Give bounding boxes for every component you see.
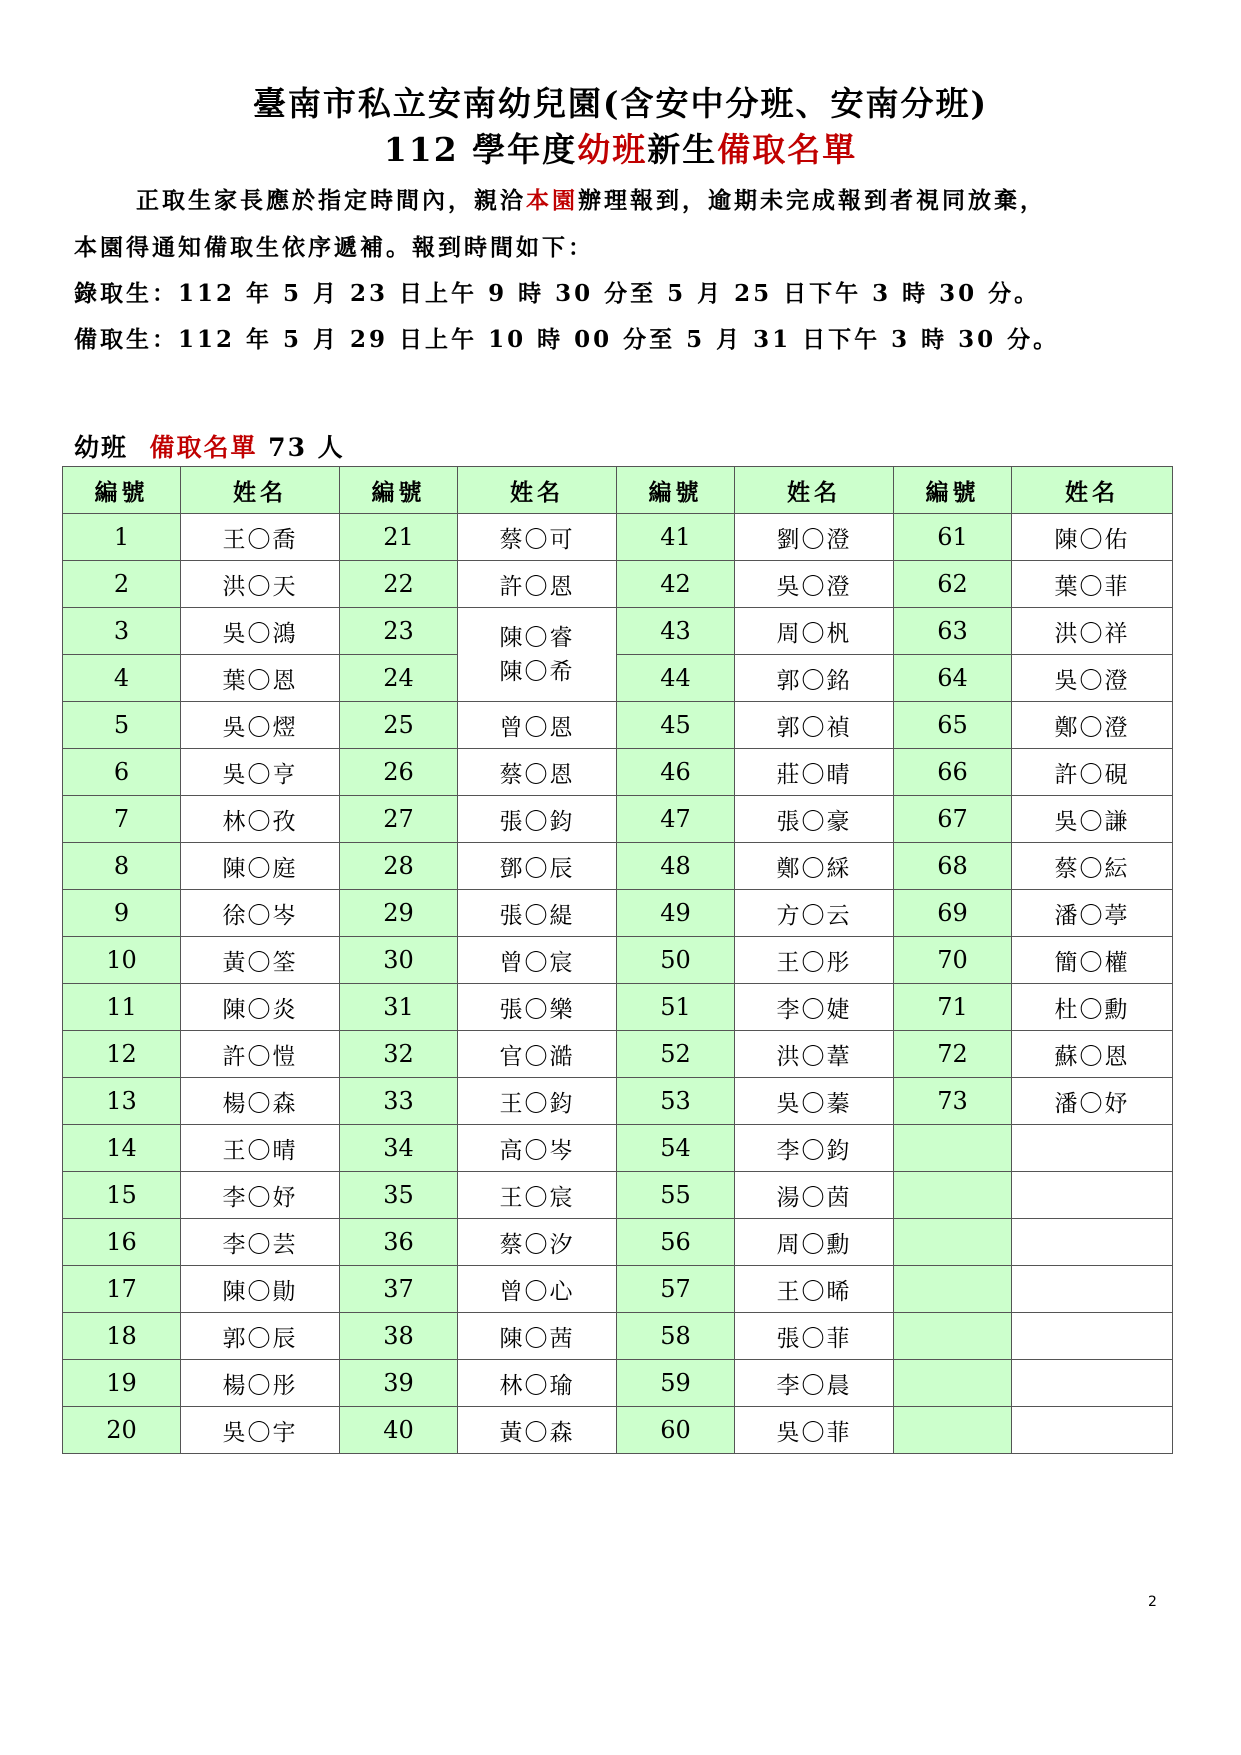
- entry-name-merged: [458, 608, 617, 702]
- entry-name: 李〇芸: [181, 1219, 340, 1266]
- table-header-row: [63, 467, 1173, 514]
- entry-name: 許〇硯: [1012, 749, 1173, 796]
- entry-name: 蔡〇恩: [458, 749, 617, 796]
- list-heading-class: 幼班: [74, 433, 129, 462]
- entry-number: 35: [340, 1172, 458, 1219]
- table-row: [63, 655, 1173, 702]
- table-row: [63, 561, 1173, 608]
- empty-number-cell: [894, 1172, 1012, 1219]
- entry-number: 32: [340, 1031, 458, 1078]
- entry-name: 王〇晞: [735, 1266, 894, 1313]
- entry-number: 36: [340, 1219, 458, 1266]
- entry-number: 53: [617, 1078, 735, 1125]
- entry-name: 吳〇亨: [181, 749, 340, 796]
- entry-number: 64: [894, 655, 1012, 702]
- entry-number: 39: [340, 1360, 458, 1407]
- empty-name-cell: [1012, 1125, 1173, 1172]
- header-name: 姓名: [181, 467, 340, 514]
- entry-name: 張〇豪: [735, 796, 894, 843]
- document-title: 臺南市私立安南幼兒園(含安中分班、安南分班): [252, 84, 989, 123]
- entry-number: 55: [617, 1172, 735, 1219]
- entry-name: 陳〇茜: [458, 1313, 617, 1360]
- entry-number: 67: [894, 796, 1012, 843]
- entry-number: 21: [340, 514, 458, 561]
- entry-name: 吳〇熤: [181, 702, 340, 749]
- entry-name: 吳〇澄: [735, 561, 894, 608]
- entry-number: 41: [617, 514, 735, 561]
- entry-name: 洪〇葦: [735, 1031, 894, 1078]
- entry-name: 吳〇澄: [1012, 655, 1173, 702]
- entry-name: 曾〇恩: [458, 702, 617, 749]
- entry-name: 洪〇天: [181, 561, 340, 608]
- header-number: 編號: [340, 467, 458, 514]
- entry-number: 46: [617, 749, 735, 796]
- entry-name: 蔡〇汐: [458, 1219, 617, 1266]
- entry-number: 58: [617, 1313, 735, 1360]
- entry-name: 王〇鈞: [458, 1078, 617, 1125]
- list-heading: [74, 428, 345, 464]
- empty-number-cell: [894, 1266, 1012, 1313]
- entry-name: 陳〇佑: [1012, 514, 1173, 561]
- entry-number: 25: [340, 702, 458, 749]
- entry-name: 鄭〇澄: [1012, 702, 1173, 749]
- entry-number: 73: [894, 1078, 1012, 1125]
- entry-name: 張〇緹: [458, 890, 617, 937]
- entry-name: 曾〇宸: [458, 937, 617, 984]
- entry-number: 70: [894, 937, 1012, 984]
- entry-number: 65: [894, 702, 1012, 749]
- entry-number: 10: [63, 937, 181, 984]
- entry-name: 方〇云: [735, 890, 894, 937]
- entry-number: 3: [63, 608, 181, 655]
- subtitle-new-student: 新生: [647, 130, 718, 169]
- notice-line-2: 本園得通知備取生依序遞補。報到時間如下：: [74, 234, 594, 261]
- entry-name: 官〇澔: [458, 1031, 617, 1078]
- entry-name: 許〇愷: [181, 1031, 340, 1078]
- empty-number-cell: [894, 1125, 1012, 1172]
- entry-number: 18: [63, 1313, 181, 1360]
- entry-number: 1: [63, 514, 181, 561]
- entry-name: 簡〇權: [1012, 937, 1173, 984]
- entry-name: 吳〇菲: [735, 1407, 894, 1454]
- table-row: [63, 702, 1173, 749]
- table-row: [63, 796, 1173, 843]
- notice-line-1: [74, 186, 1184, 216]
- page-number: 2: [1148, 1594, 1157, 1610]
- entry-number: 4: [63, 655, 181, 702]
- entry-number: 14: [63, 1125, 181, 1172]
- empty-number-cell: [894, 1407, 1012, 1454]
- entry-number: 13: [63, 1078, 181, 1125]
- entry-name: 吳〇鴻: [181, 608, 340, 655]
- entry-name: 杜〇勳: [1012, 984, 1173, 1031]
- entry-number: 54: [617, 1125, 735, 1172]
- entry-name: 黃〇筌: [181, 937, 340, 984]
- notice-text: 正取生家長應於指定時間內，親洽: [136, 187, 526, 214]
- entry-name: 陳〇勛: [181, 1266, 340, 1313]
- notice-text: 辦理報到，逾期未完成報到者視同放棄，: [578, 187, 1046, 214]
- entry-name: 張〇樂: [458, 984, 617, 1031]
- entry-number: 19: [63, 1360, 181, 1407]
- entry-number: 56: [617, 1219, 735, 1266]
- entry-number: 24: [340, 655, 458, 702]
- entry-name: 蔡〇可: [458, 514, 617, 561]
- entry-number: 43: [617, 608, 735, 655]
- entry-number: 22: [340, 561, 458, 608]
- table-row: [63, 1125, 1173, 1172]
- entry-number: 37: [340, 1266, 458, 1313]
- entry-name: 張〇菲: [735, 1313, 894, 1360]
- table-row: [63, 1360, 1173, 1407]
- admitted-schedule: 錄取生：112 年 5 月 23 日上午 9 時 30 分至 5 月 25 日下午 3 時 30 分。: [74, 280, 1041, 307]
- entry-name: 陳〇庭: [181, 843, 340, 890]
- entry-number: 69: [894, 890, 1012, 937]
- entry-name: 周〇勳: [735, 1219, 894, 1266]
- entry-name: 劉〇澄: [735, 514, 894, 561]
- entry-number: 66: [894, 749, 1012, 796]
- entry-number: 40: [340, 1407, 458, 1454]
- table-row: [63, 1078, 1173, 1125]
- entry-number: 61: [894, 514, 1012, 561]
- entry-number: 31: [340, 984, 458, 1031]
- entry-name: 吳〇蓁: [735, 1078, 894, 1125]
- entry-name: 湯〇茵: [735, 1172, 894, 1219]
- header-name: 姓名: [1012, 467, 1173, 514]
- subtitle-year: 112 學年度: [383, 130, 578, 169]
- entry-number: 5: [63, 702, 181, 749]
- entry-name: 王〇晴: [181, 1125, 340, 1172]
- entry-number: 57: [617, 1266, 735, 1313]
- table-row: [63, 890, 1173, 937]
- entry-number: 7: [63, 796, 181, 843]
- empty-number-cell: [894, 1313, 1012, 1360]
- empty-name-cell: [1012, 1313, 1173, 1360]
- entry-number: 49: [617, 890, 735, 937]
- entry-name: 李〇鈞: [735, 1125, 894, 1172]
- entry-number: 52: [617, 1031, 735, 1078]
- entry-name: 蔡〇紜: [1012, 843, 1173, 890]
- header-name: 姓名: [458, 467, 617, 514]
- table-row: [63, 608, 1173, 655]
- entry-number: 28: [340, 843, 458, 890]
- entry-number: 2: [63, 561, 181, 608]
- table-row: [63, 749, 1173, 796]
- entry-number: 6: [63, 749, 181, 796]
- entry-name: 李〇婕: [735, 984, 894, 1031]
- entry-number: 71: [894, 984, 1012, 1031]
- entry-number: 16: [63, 1219, 181, 1266]
- entry-name: 林〇孜: [181, 796, 340, 843]
- entry-number: 23: [340, 608, 458, 655]
- entry-number: 15: [63, 1172, 181, 1219]
- entry-number: 68: [894, 843, 1012, 890]
- entry-name: 曾〇心: [458, 1266, 617, 1313]
- document-subtitle: [0, 124, 1241, 171]
- entry-name: 葉〇菲: [1012, 561, 1173, 608]
- entry-name: 張〇鈞: [458, 796, 617, 843]
- entry-name: 陳〇炎: [181, 984, 340, 1031]
- list-heading-label: 備取名單: [149, 433, 258, 462]
- entry-name: 莊〇晴: [735, 749, 894, 796]
- entry-name: 鄭〇綵: [735, 843, 894, 890]
- entry-name: 李〇晨: [735, 1360, 894, 1407]
- entry-number: 63: [894, 608, 1012, 655]
- entry-name: 郭〇禎: [735, 702, 894, 749]
- notice-highlight: 本園: [526, 187, 578, 214]
- empty-number-cell: [894, 1360, 1012, 1407]
- entry-name: 郭〇銘: [735, 655, 894, 702]
- table-row: [63, 514, 1173, 561]
- entry-number: 45: [617, 702, 735, 749]
- entry-name: 蘇〇恩: [1012, 1031, 1173, 1078]
- entry-number: 29: [340, 890, 458, 937]
- entry-number: 62: [894, 561, 1012, 608]
- entry-name: 楊〇彤: [181, 1360, 340, 1407]
- subtitle-waitlist: 備取名單: [717, 130, 858, 169]
- table-row: [63, 1407, 1173, 1454]
- entry-number: 33: [340, 1078, 458, 1125]
- entry-number: 12: [63, 1031, 181, 1078]
- empty-number-cell: [894, 1219, 1012, 1266]
- entry-name: 葉〇恩: [181, 655, 340, 702]
- entry-name: 潘〇妤: [1012, 1078, 1173, 1125]
- entry-name: 鄧〇辰: [458, 843, 617, 890]
- entry-number: 38: [340, 1313, 458, 1360]
- entry-number: 42: [617, 561, 735, 608]
- entry-name: 高〇岑: [458, 1125, 617, 1172]
- header-number: 編號: [894, 467, 1012, 514]
- list-heading-count: 73 人: [268, 433, 345, 462]
- entry-name: 徐〇岑: [181, 890, 340, 937]
- table-row: [63, 1219, 1173, 1266]
- entry-name: 陳〇睿: [499, 624, 575, 651]
- entry-number: 50: [617, 937, 735, 984]
- entry-number: 34: [340, 1125, 458, 1172]
- entry-name: 王〇彤: [735, 937, 894, 984]
- table-row: [63, 1313, 1173, 1360]
- empty-name-cell: [1012, 1219, 1173, 1266]
- entry-number: 51: [617, 984, 735, 1031]
- table-row: [63, 1031, 1173, 1078]
- entry-number: 44: [617, 655, 735, 702]
- entry-name: 黃〇森: [458, 1407, 617, 1454]
- waitlist-schedule: 備取生：112 年 5 月 29 日上午 10 時 00 分至 5 月 31 日下午 3 時 30 分。: [74, 326, 1060, 353]
- entry-number: 8: [63, 843, 181, 890]
- entry-name: 周〇杋: [735, 608, 894, 655]
- entry-number: 26: [340, 749, 458, 796]
- table-row: [63, 1266, 1173, 1313]
- entry-number: 47: [617, 796, 735, 843]
- entry-name: 郭〇辰: [181, 1313, 340, 1360]
- table-row: [63, 984, 1173, 1031]
- waitlist-table: [62, 466, 1173, 1454]
- entry-name: 潘〇葶: [1012, 890, 1173, 937]
- entry-name: 王〇喬: [181, 514, 340, 561]
- entry-number: 9: [63, 890, 181, 937]
- entry-number: 20: [63, 1407, 181, 1454]
- empty-name-cell: [1012, 1360, 1173, 1407]
- entry-name: 楊〇森: [181, 1078, 340, 1125]
- entry-number: 17: [63, 1266, 181, 1313]
- table-row: [63, 1172, 1173, 1219]
- entry-name: 陳〇希: [499, 658, 575, 685]
- entry-name: 林〇瑜: [458, 1360, 617, 1407]
- header-name: 姓名: [735, 467, 894, 514]
- entry-number: 11: [63, 984, 181, 1031]
- entry-name: 許〇恩: [458, 561, 617, 608]
- entry-number: 48: [617, 843, 735, 890]
- entry-number: 30: [340, 937, 458, 984]
- empty-name-cell: [1012, 1407, 1173, 1454]
- entry-name: 李〇妤: [181, 1172, 340, 1219]
- table-row: [63, 937, 1173, 984]
- table-row: [63, 843, 1173, 890]
- header-number: 編號: [617, 467, 735, 514]
- entry-number: 59: [617, 1360, 735, 1407]
- entry-number: 60: [617, 1407, 735, 1454]
- entry-number: 72: [894, 1031, 1012, 1078]
- header-number: 編號: [63, 467, 181, 514]
- entry-number: 27: [340, 796, 458, 843]
- subtitle-class: 幼班: [577, 130, 648, 169]
- entry-name: 洪〇祥: [1012, 608, 1173, 655]
- entry-name: 王〇宸: [458, 1172, 617, 1219]
- entry-name: 吳〇宇: [181, 1407, 340, 1454]
- empty-name-cell: [1012, 1172, 1173, 1219]
- empty-name-cell: [1012, 1266, 1173, 1313]
- entry-name: 吳〇謙: [1012, 796, 1173, 843]
